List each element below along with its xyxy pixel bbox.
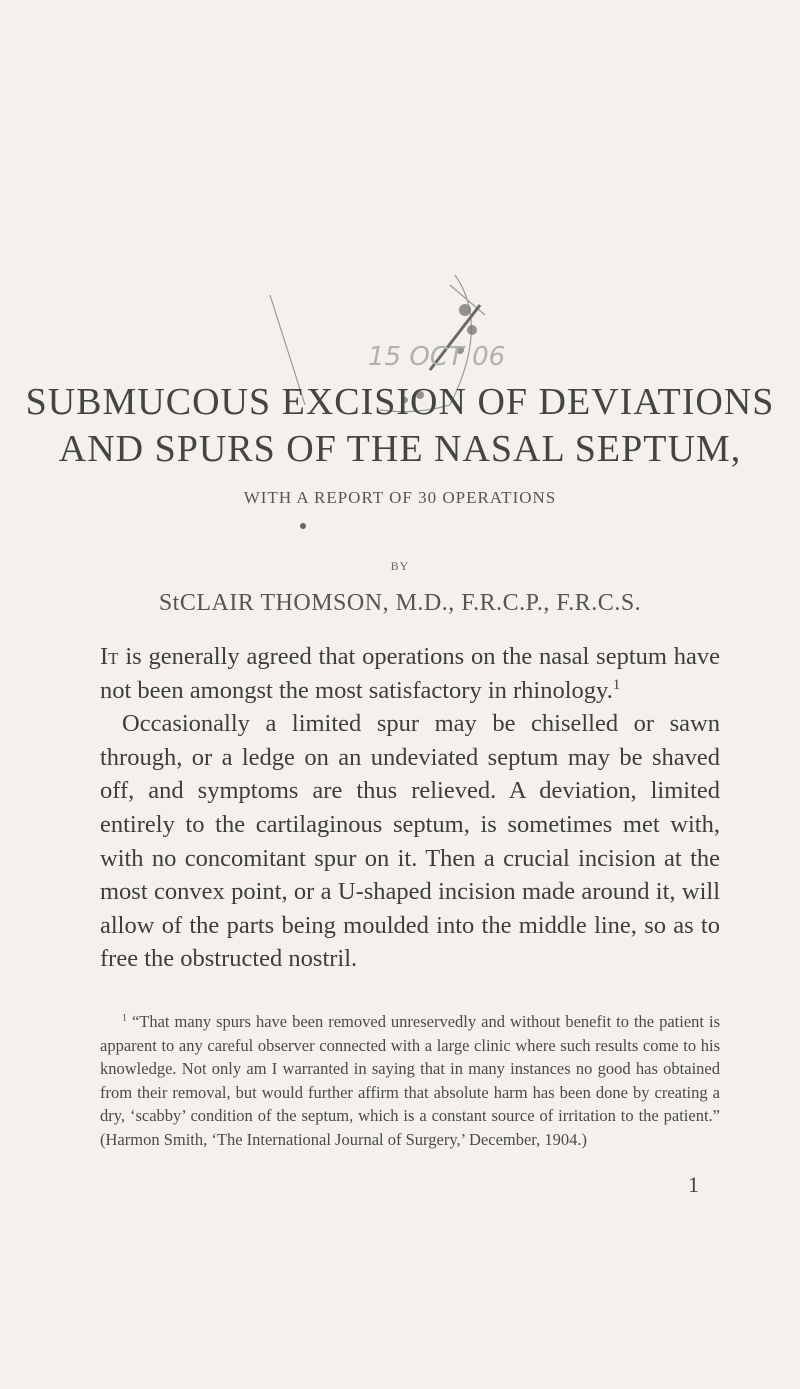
paragraph-1-text: is generally agreed that operations on the nasal septum have not been amongst the most satisfactory in rhinology. — [100, 643, 720, 704]
by-label: BY — [390, 559, 410, 573]
body-text — [100, 640, 720, 976]
paragraph-2: Occasionally a limited spur may be chiselled or sawn through, or a ledge on an undeviated septum may be shaved off, and symptoms are thus relieved. A deviation, limited entirely to the cartilaginous septum, is sometimes met with, with no concomitant spur on it. Then a crucial incision at the most convex point, or a U-shaped incision made around it, will allow of the parts being moulded into the middle line, so as to free the obstructed nostril. — [100, 710, 720, 973]
paragraph-1 — [100, 640, 720, 707]
subtitle: WITH A REPORT OF 30 OPERATIONS — [243, 488, 557, 507]
footnote-ref: 1 — [612, 676, 621, 693]
footnote-text: “That many spurs have been removed unreservedly and without benefit to the patient is apparent to any careful observer connected with a large clinic where such results come to his knowledge. Not only am I warranted in saying that in many instances no good has obtained from their removal, but would further affirm that absolute harm has been done by creating a dry, ‘scabby’ condition of the septum, which is a constant source of irritation to the patient.” (Harmon Smith, ‘The International Journal of Surgery,’ December, 1904.) — [100, 1012, 721, 1149]
stamp-date-text: 15 OCT 06 — [368, 342, 506, 372]
title-line-1: SUBMUCOUS EXCISION OF DEVIATIONS — [25, 381, 775, 423]
paragraph-1-lead: It — [100, 643, 119, 670]
footnote-marker: 1 — [122, 1012, 127, 1024]
author: StCLAIR THOMSON, M.D., F.R.C.P., F.R.C.S. — [158, 590, 642, 616]
page-number: 1 — [688, 1172, 699, 1197]
title-line-2: AND SPURS OF THE NASAL SEPTUM, — [58, 428, 742, 470]
footnote — [100, 1010, 720, 1152]
ink-dot — [300, 523, 306, 529]
